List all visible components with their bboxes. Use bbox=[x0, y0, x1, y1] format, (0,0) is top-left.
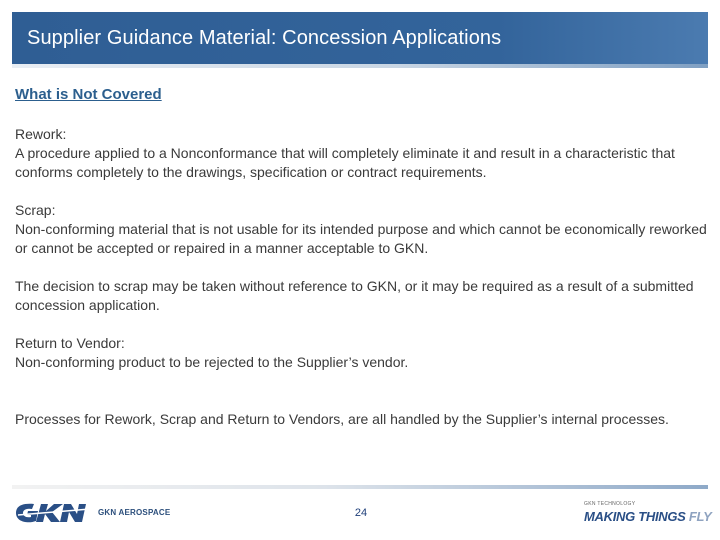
header-divider bbox=[12, 64, 708, 68]
tagline-part-1: MAKING THINGS bbox=[584, 509, 686, 524]
tagline-part-2: FLY bbox=[688, 509, 712, 524]
slide-header bbox=[12, 12, 708, 64]
footer-divider bbox=[12, 485, 708, 489]
tagline-small-text: GKN TECHNOLOGY bbox=[584, 501, 636, 507]
gkn-logo bbox=[14, 501, 184, 525]
gkn-logo-icon bbox=[14, 501, 92, 525]
slide-footer bbox=[0, 495, 720, 535]
page-number: 24 bbox=[354, 507, 368, 519]
making-things-fly-logo bbox=[584, 501, 712, 529]
scrap-decision-text: The decision to scrap may be taken without reference to GKN, or it may be required as a result of a submitted concession application. bbox=[15, 278, 694, 313]
scrap-definition: Non-conforming material that is not usable for its intended purpose and which cannot be economically reworked or cannot be accepted or repaired in a manner acceptable to GKN. bbox=[15, 221, 707, 256]
scrap-label: Scrap: bbox=[15, 202, 56, 218]
rework-definition: A procedure applied to a Nonconformance that will completely eliminate it and result in a characteristic that conforms completely to the drawings, specification or contract requirements. bbox=[15, 145, 675, 180]
slide-title: Supplier Guidance Material: Concession Applications bbox=[27, 27, 502, 49]
return-to-vendor-label: Return to Vendor: bbox=[15, 335, 125, 351]
rework-label: Rework: bbox=[15, 126, 67, 142]
section-heading: What is Not Covered bbox=[15, 86, 162, 103]
tagline-main-text bbox=[584, 509, 712, 524]
slide-content bbox=[15, 85, 710, 429]
processes-text: Processes for Rework, Scrap and Return to Vendors, are all handled by the Supplier’s internal processes. bbox=[15, 411, 669, 427]
return-to-vendor-definition: Non-conforming product to be rejected to the Supplier’s vendor. bbox=[15, 354, 409, 370]
gkn-logo-text: GKN AEROSPACE bbox=[98, 508, 171, 517]
